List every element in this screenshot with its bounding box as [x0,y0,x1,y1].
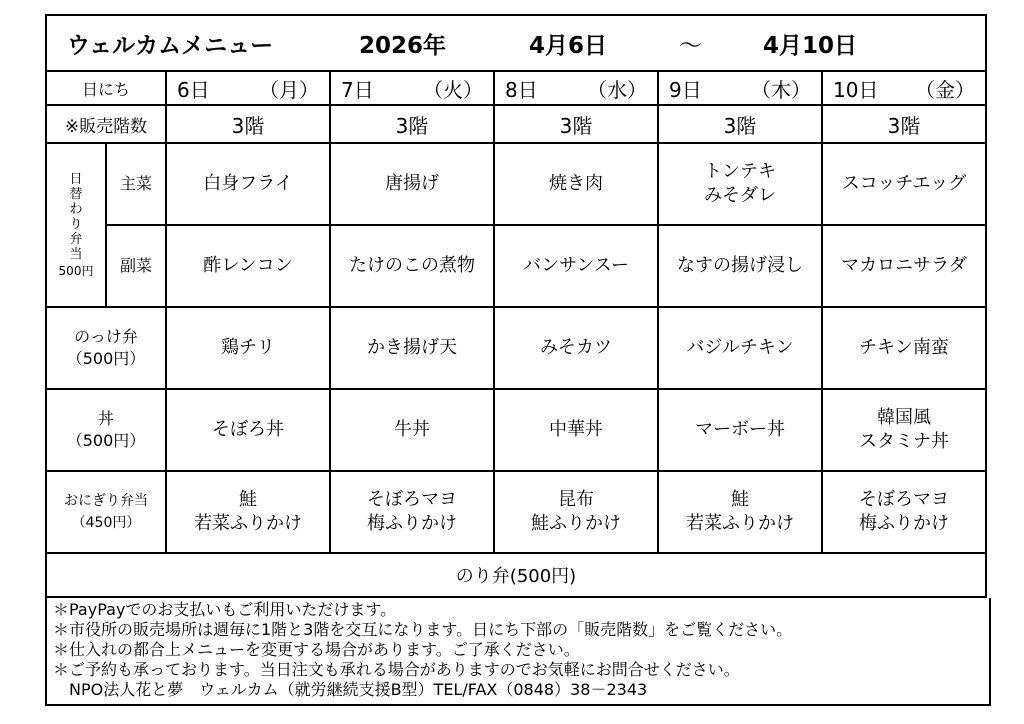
floor-cell [166,105,330,143]
floor-cell [822,105,986,143]
daily-bento-price: 500円 [58,263,94,278]
end-date: 4月10日 [763,32,858,59]
vertical-char: 日 [69,171,83,187]
menu-table [45,14,987,598]
main-dish-cell-text: トンテキ [704,161,776,182]
donburi-cell [494,389,658,471]
side-dish-label: 副菜 [106,225,166,307]
main-dish-label: 主菜 [106,143,166,225]
day-header-wrap [823,74,985,103]
title-cell [46,15,986,71]
side-dish-cell [494,225,658,307]
day-date: 8日 [505,77,538,102]
onigiri-cell-text: 鮭ふりかけ [531,513,621,534]
donburi-cell [658,389,822,471]
daily-bento-label [46,143,106,307]
vertical-char: 弁 [69,231,83,247]
title-row [47,27,985,60]
day-header-wrap [331,74,493,103]
side-dish-cell-text: バンサンスー [523,255,629,276]
main-dish-cell-text: みそダレ [704,185,776,206]
floor-cell-text: 3階 [395,113,429,138]
donburi-cell [166,389,330,471]
start-date: 4月6日 [529,32,608,59]
onigiri-cell-text: 鮭 [239,489,257,510]
note-line: ＊仕入れの都合上メニューを変更する場合があります。ご了承ください。 [53,640,580,659]
donburi-cell [330,389,494,471]
donburi-cell-text: 韓国風 [877,407,931,428]
noritsuke-cell-text: みそカツ [540,337,612,358]
onigiri-cell-text: 梅ふりかけ [367,513,457,534]
onigiri-cell-text: 若菜ふりかけ [686,513,794,534]
floor-cell-text: 3階 [723,113,757,138]
note-line: ＊PayPayでのお支払いもご利用いただけます。 [53,600,397,619]
side-dish-cell [658,225,822,307]
donburi-cell-text: そぼろ丼 [212,419,284,440]
side-dish-cell-text: マカロニサラダ [841,255,967,276]
day-header-wrap [167,74,329,103]
main-dish-cell [822,143,986,225]
donburi-cell [822,389,986,471]
main-dish-cell-text: 唐揚げ [385,173,439,194]
floor-cell [330,105,494,143]
onigiri-cell-text: そぼろマヨ [859,489,949,510]
onigiri-cell-text: 鮭 [731,489,749,510]
donburi-label-price: （500円） [66,431,146,450]
day-date: 7日 [341,77,374,102]
side-dish-cell-text: なすの揚げ浸し [677,255,803,276]
onigiri-cell [330,471,494,553]
noritsuke-cell [658,307,822,389]
day-header-wrap [495,74,657,103]
day-header [494,71,658,105]
day-weekday: （月） [259,77,319,102]
noritsuke-label-price: （500円） [66,349,146,368]
daily-bento-vertical-text [47,172,105,279]
floor-cell [658,105,822,143]
donburi-cell-text: 牛丼 [394,419,430,440]
noritsuke-cell [822,307,986,389]
onigiri-cell [822,471,986,553]
contact-info: NPO法人花と夢 ウェルカム（就労継続支援B型）TEL/FAX（0848）38－2343 [69,680,648,699]
day-weekday: （木） [751,77,811,102]
day-header-wrap [659,74,821,103]
floor-cell-text: 3階 [559,113,593,138]
side-dish-cell-text: 酢レンコン [203,255,293,276]
noritsuke-cell-text: 鶏チリ [221,337,275,358]
side-dish-cell [166,225,330,307]
onigiri-label-price: （450円） [71,515,141,531]
floor-cell-text: 3階 [887,113,921,138]
noritsuke-label [46,307,166,389]
day-header [822,71,986,105]
vertical-char: 当 [69,246,83,262]
onigiri-cell [494,471,658,553]
onigiri-cell-text: 昆布 [558,489,594,510]
noritsuke-cell-text: かき揚げ天 [367,337,457,358]
floor-row-label: ※販売階数 [46,105,166,143]
day-date: 6日 [177,77,210,102]
day-date: 10日 [833,77,879,102]
side-dish-cell [822,225,986,307]
noritsuke-cell [166,307,330,389]
main-dish-cell [330,143,494,225]
menu-sheet [45,14,985,706]
menu-year: 2026年 [359,32,447,59]
day-header [658,71,822,105]
day-weekday: （火） [423,77,483,102]
note-line: ＊市役所の販売場所は週毎に1階と3階を交互になります。日にち下部の「販売階数」をご覧ください。 [53,620,793,639]
noritsuke-cell-text: チキン南蛮 [859,337,949,358]
nori-bento-cell: のり弁(500円) [46,553,986,597]
day-header [166,71,330,105]
noritsuke-label-name: のっけ弁 [74,327,138,346]
floor-cell [494,105,658,143]
onigiri-cell [166,471,330,553]
day-weekday: （金） [915,77,976,102]
donburi-cell-text: マーボー丼 [695,419,785,440]
onigiri-cell-text: 梅ふりかけ [859,513,949,534]
noritsuke-cell [494,307,658,389]
menu-title: ウェルカムメニュー [67,32,274,59]
onigiri-cell-text: 若菜ふりかけ [194,513,302,534]
noritsuke-cell-text: バジルチキン [686,337,794,358]
main-dish-cell-text: スコッチエッグ [841,173,967,194]
main-dish-cell-text: 白身フライ [203,173,293,194]
main-dish-cell [658,143,822,225]
donburi-label [46,389,166,471]
main-dish-cell [494,143,658,225]
onigiri-label-name: おにぎり弁当 [64,493,148,509]
side-dish-cell-text: たけのこの煮物 [349,255,475,276]
main-dish-cell-text: 焼き肉 [549,173,603,194]
donburi-label-name: 丼 [97,409,114,428]
vertical-char: 替 [69,186,83,202]
floor-cell-text: 3階 [231,113,265,138]
onigiri-cell [658,471,822,553]
day-date: 9日 [669,77,702,102]
side-dish-cell [330,225,494,307]
donburi-cell-text: 中華丼 [549,419,603,440]
main-dish-cell [166,143,330,225]
onigiri-label [46,471,166,553]
day-row-label: 日にち [46,71,166,105]
date-separator: ～ [679,32,702,59]
onigiri-cell-text: そぼろマヨ [367,489,457,510]
donburi-cell-text: スタミナ丼 [859,431,949,452]
noritsuke-cell [330,307,494,389]
vertical-char: わ [69,201,83,217]
day-weekday: （水） [587,77,647,102]
vertical-char: り [69,216,83,232]
notes-box [45,598,991,706]
day-header [330,71,494,105]
note-line: ＊ご予約も承っております。当日注文も承れる場合がありますのでお気軽にお問合せください。 [53,660,740,679]
